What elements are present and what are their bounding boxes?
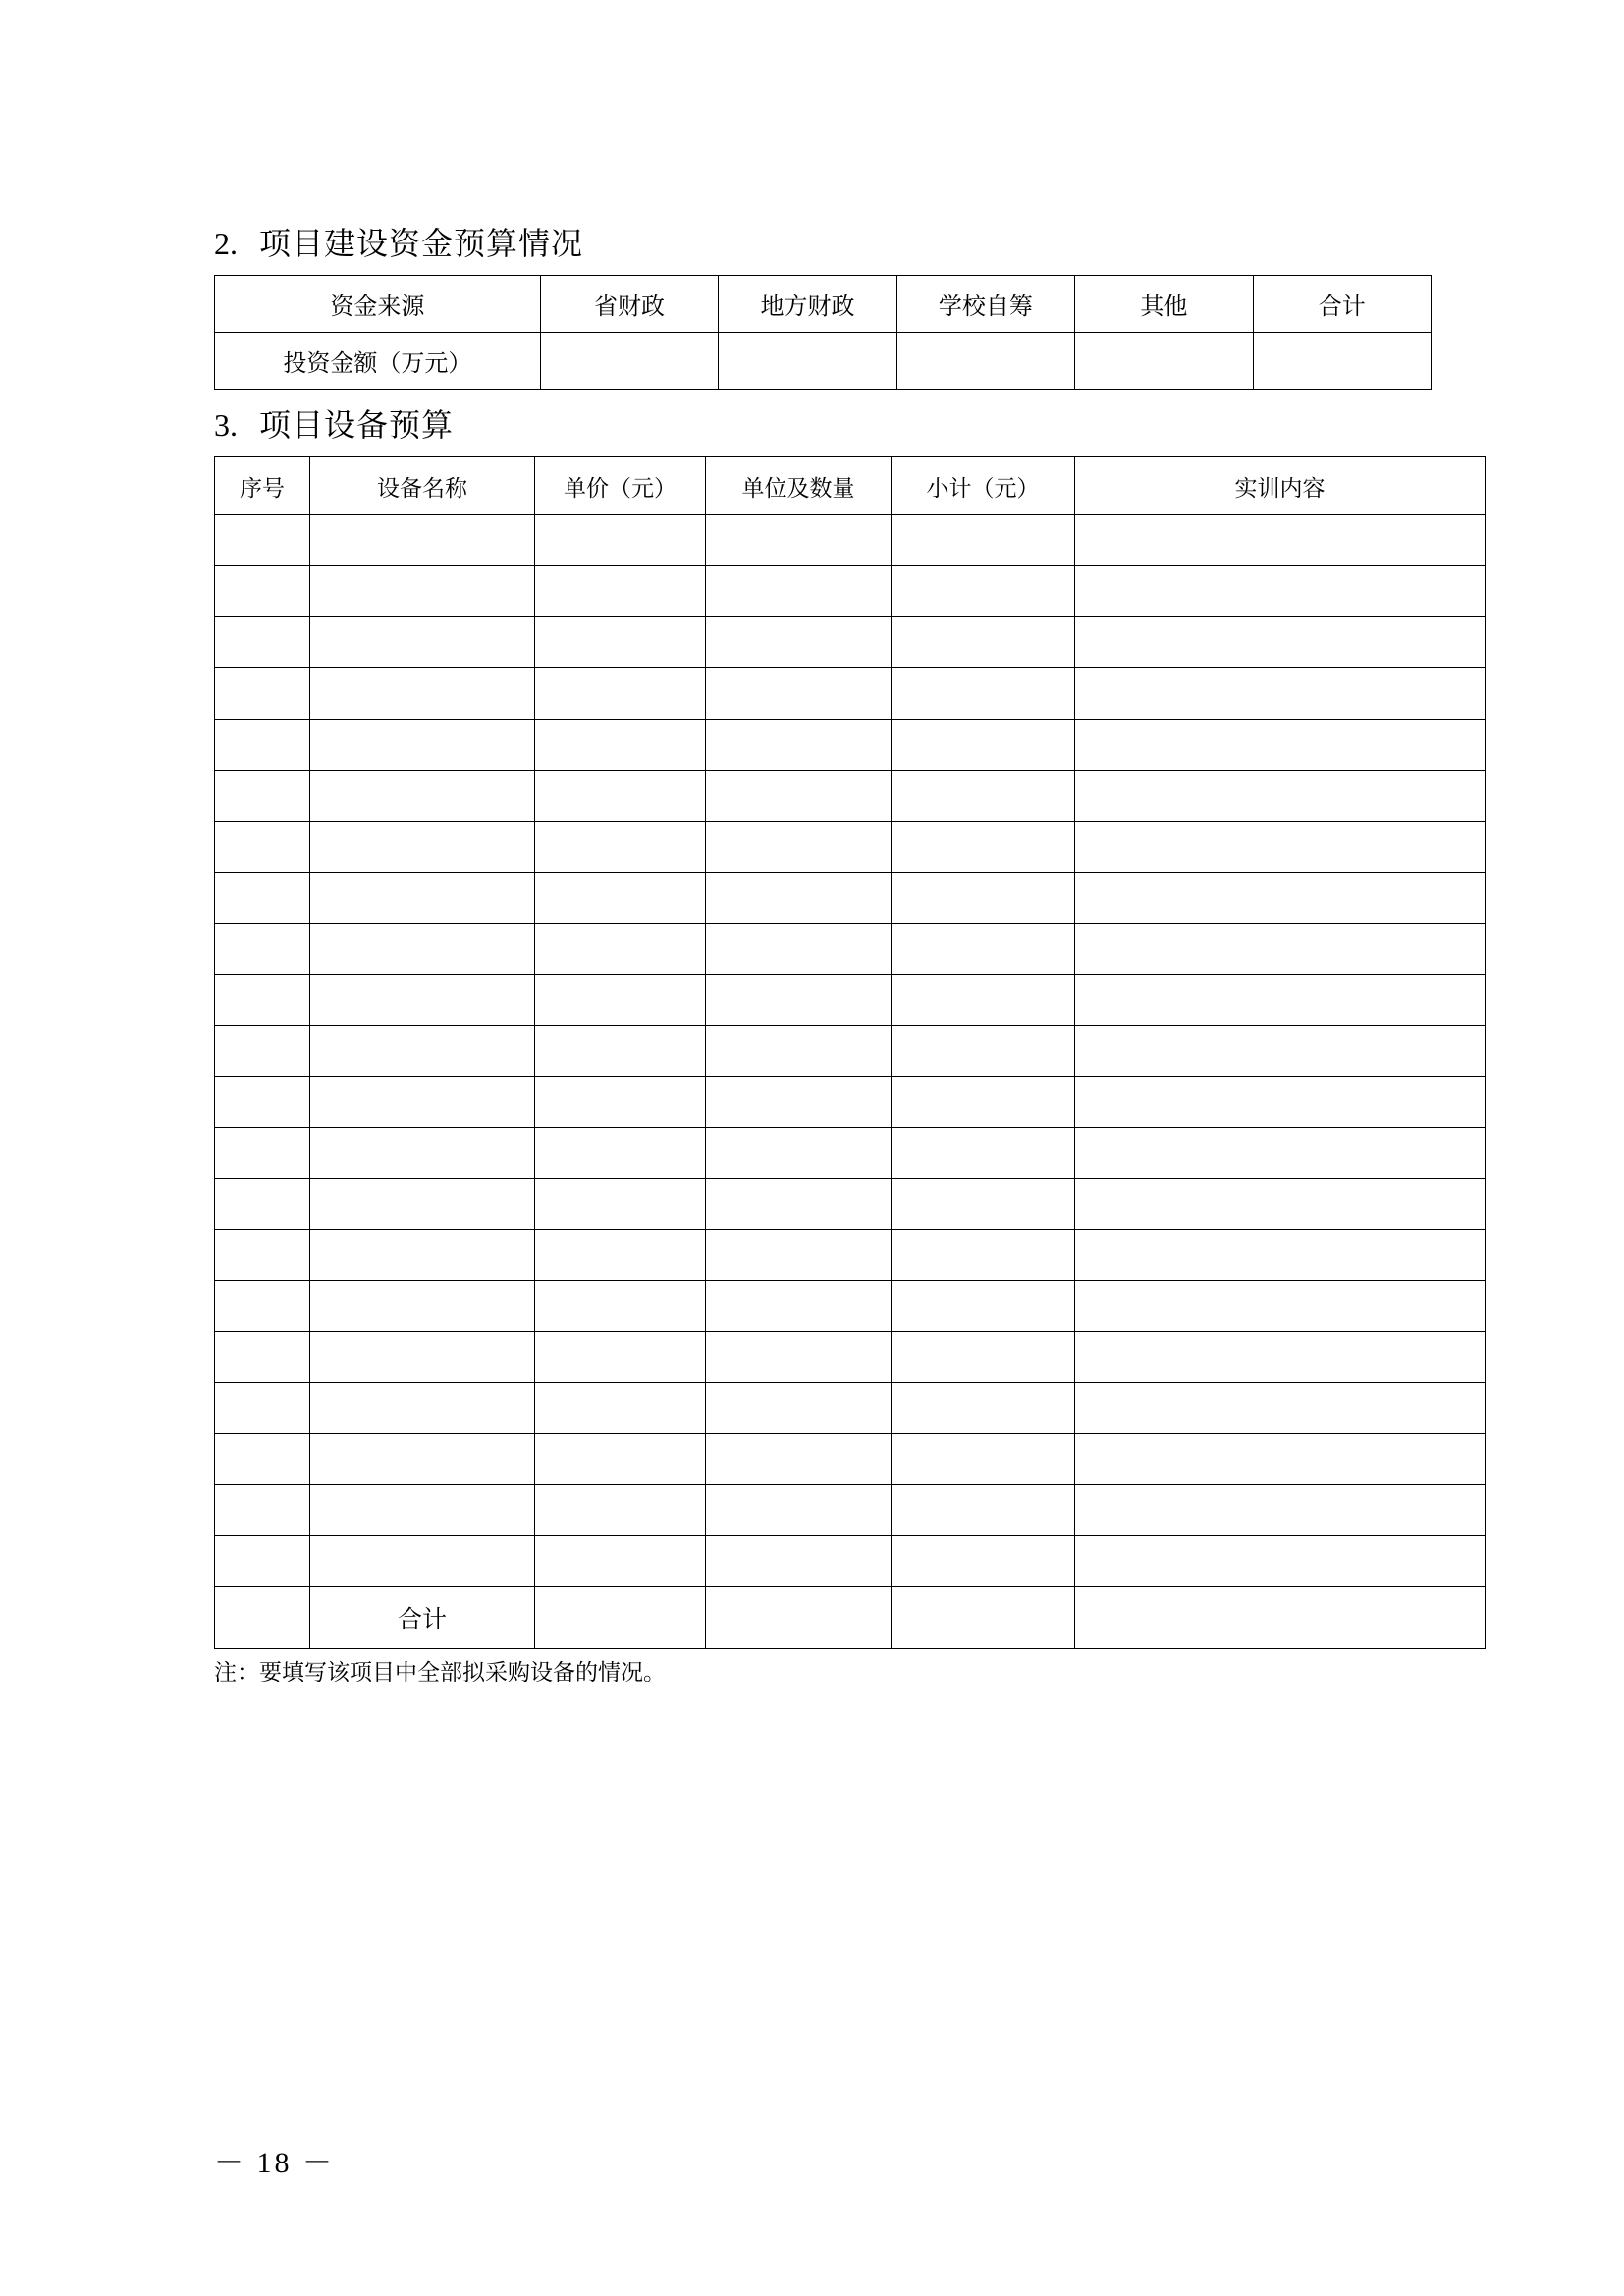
table-row [215,1281,1486,1332]
cell-training-content[interactable] [1075,1230,1486,1281]
total-unit-price-cell[interactable] [535,1587,706,1649]
funding-amount-provincial[interactable] [540,333,718,390]
cell-unit-quantity[interactable] [706,1026,892,1077]
cell-unit-quantity[interactable] [706,771,892,822]
cell-subtotal[interactable] [892,975,1075,1026]
cell-unit-quantity[interactable] [706,617,892,668]
header-unit-price: 单价（元） [535,457,706,515]
cell-subtotal[interactable] [892,1485,1075,1536]
cell-subtotal[interactable] [892,1026,1075,1077]
cell-unit-quantity[interactable] [706,1536,892,1587]
equipment-total-row [215,1587,1486,1649]
table-note: 注：要填写该项目中全部拟采购设备的情况。 [214,1660,666,1684]
cell-unit-quantity[interactable] [706,1383,892,1434]
funding-budget-table [214,275,1432,390]
cell-training-content[interactable] [1075,1332,1486,1383]
cell-equipment-name[interactable] [310,771,535,822]
table-row [215,924,1486,975]
section-number: 3. [214,407,238,443]
section-number: 2. [214,226,238,261]
cell-training-content[interactable] [1075,1026,1486,1077]
cell-index[interactable] [215,1383,310,1434]
cell-unit-quantity[interactable] [706,924,892,975]
section-title: 项目设备预算 [259,407,455,443]
cell-index[interactable] [215,1128,310,1179]
equipment-budget-table [214,456,1486,1649]
cell-subtotal[interactable] [892,822,1075,873]
funding-col-other: 其他 [1075,276,1253,333]
cell-unit-price[interactable] [535,873,706,924]
cell-training-content[interactable] [1075,771,1486,822]
cell-unit-quantity[interactable] [706,1230,892,1281]
table-row [215,1332,1486,1383]
cell-index[interactable] [215,1485,310,1536]
cell-equipment-name[interactable] [310,1434,535,1485]
cell-unit-price[interactable] [535,822,706,873]
cell-subtotal[interactable] [892,1230,1075,1281]
table-row [215,333,1432,390]
cell-unit-price[interactable] [535,975,706,1026]
table-row [215,873,1486,924]
cell-training-content[interactable] [1075,1128,1486,1179]
funding-col-provincial: 省财政 [540,276,718,333]
cell-index[interactable] [215,566,310,617]
cell-index[interactable] [215,1230,310,1281]
table-row [215,617,1486,668]
cell-subtotal[interactable] [892,1077,1075,1128]
cell-unit-quantity[interactable] [706,873,892,924]
table-row [215,1434,1486,1485]
cell-index[interactable] [215,975,310,1026]
cell-training-content[interactable] [1075,1383,1486,1434]
cell-unit-price[interactable] [535,1536,706,1587]
equipment-table-body [215,515,1486,1587]
cell-equipment-name[interactable] [310,1281,535,1332]
total-subtotal-cell[interactable] [892,1587,1075,1649]
cell-subtotal[interactable] [892,1179,1075,1230]
cell-subtotal[interactable] [892,1536,1075,1587]
cell-subtotal[interactable] [892,720,1075,771]
table-header-row [215,457,1486,515]
cell-subtotal[interactable] [892,515,1075,566]
cell-equipment-name[interactable] [310,822,535,873]
cell-training-content[interactable] [1075,1077,1486,1128]
cell-equipment-name[interactable] [310,1536,535,1587]
cell-unit-price[interactable] [535,1077,706,1128]
cell-index[interactable] [215,1536,310,1587]
cell-training-content[interactable] [1075,617,1486,668]
cell-index[interactable] [215,1077,310,1128]
cell-subtotal[interactable] [892,617,1075,668]
funding-amount-local[interactable] [719,333,896,390]
cell-unit-quantity[interactable] [706,1434,892,1485]
cell-equipment-name[interactable] [310,1077,535,1128]
cell-unit-price[interactable] [535,771,706,822]
cell-training-content[interactable] [1075,1281,1486,1332]
table-row [215,1485,1486,1536]
cell-unit-price[interactable] [535,1434,706,1485]
table-row [215,1536,1486,1587]
cell-unit-price[interactable] [535,720,706,771]
cell-unit-price[interactable] [535,1026,706,1077]
cell-training-content[interactable] [1075,975,1486,1026]
cell-subtotal[interactable] [892,924,1075,975]
cell-unit-quantity[interactable] [706,822,892,873]
cell-index[interactable] [215,1434,310,1485]
funding-col-school: 学校自筹 [896,276,1074,333]
funding-amount-total[interactable] [1253,333,1431,390]
table-row [215,1026,1486,1077]
cell-subtotal[interactable] [892,1434,1075,1485]
cell-unit-quantity[interactable] [706,1281,892,1332]
cell-subtotal[interactable] [892,1383,1075,1434]
cell-unit-quantity[interactable] [706,566,892,617]
cell-equipment-name[interactable] [310,1230,535,1281]
cell-training-content[interactable] [1075,1485,1486,1536]
cell-index[interactable] [215,1281,310,1332]
table-row [215,1128,1486,1179]
cell-training-content[interactable] [1075,822,1486,873]
table-row [215,975,1486,1026]
cell-equipment-name[interactable] [310,1485,535,1536]
cell-equipment-name[interactable] [310,975,535,1026]
cell-equipment-name[interactable] [310,720,535,771]
cell-equipment-name[interactable] [310,668,535,720]
cell-subtotal[interactable] [892,1128,1075,1179]
table-row [215,720,1486,771]
cell-subtotal[interactable] [892,1281,1075,1332]
cell-index[interactable] [215,873,310,924]
cell-equipment-name[interactable] [310,1179,535,1230]
cell-training-content[interactable] [1075,668,1486,720]
header-unit-quantity: 单位及数量 [706,457,892,515]
funding-amount-school[interactable] [896,333,1074,390]
cell-training-content[interactable] [1075,1536,1486,1587]
cell-unit-price[interactable] [535,1128,706,1179]
cell-index[interactable] [215,1332,310,1383]
cell-unit-quantity[interactable] [706,1128,892,1179]
cell-unit-quantity[interactable] [706,720,892,771]
section-heading-funding [214,224,1432,263]
table-row [215,566,1486,617]
cell-index[interactable] [215,924,310,975]
table-row [215,276,1432,333]
funding-col-total: 合计 [1253,276,1431,333]
section-title: 项目建设资金预算情况 [259,226,584,261]
cell-unit-price[interactable] [535,1179,706,1230]
header-training-content: 实训内容 [1075,457,1486,515]
total-unit-quantity-cell[interactable] [706,1587,892,1649]
cell-unit-price[interactable] [535,1230,706,1281]
cell-unit-price[interactable] [535,668,706,720]
cell-index[interactable] [215,822,310,873]
cell-unit-quantity[interactable] [706,1485,892,1536]
cell-equipment-name[interactable] [310,1383,535,1434]
section-heading-equipment [214,405,1432,445]
cell-unit-price[interactable] [535,566,706,617]
cell-subtotal[interactable] [892,1332,1075,1383]
table-row [215,1077,1486,1128]
cell-unit-price[interactable] [535,1485,706,1536]
cell-unit-quantity[interactable] [706,1332,892,1383]
total-training-content-cell[interactable] [1075,1587,1486,1649]
total-label: 合计 [310,1587,535,1649]
cell-index[interactable] [215,1026,310,1077]
total-index-cell[interactable] [215,1587,310,1649]
cell-equipment-name[interactable] [310,873,535,924]
cell-index[interactable] [215,1179,310,1230]
table-row [215,668,1486,720]
cell-unit-price[interactable] [535,515,706,566]
cell-training-content[interactable] [1075,1179,1486,1230]
cell-equipment-name[interactable] [310,1332,535,1383]
cell-unit-price[interactable] [535,1281,706,1332]
page-number: － 18 － [214,2147,335,2179]
table-row [215,515,1486,566]
cell-unit-price[interactable] [535,1383,706,1434]
table-row [215,771,1486,822]
cell-training-content[interactable] [1075,720,1486,771]
cell-training-content[interactable] [1075,515,1486,566]
header-equipment-name: 设备名称 [310,457,535,515]
cell-training-content[interactable] [1075,566,1486,617]
cell-subtotal[interactable] [892,566,1075,617]
cell-equipment-name[interactable] [310,924,535,975]
cell-index[interactable] [215,668,310,720]
funding-col-local: 地方财政 [719,276,896,333]
cell-equipment-name[interactable] [310,1026,535,1077]
cell-training-content[interactable] [1075,1434,1486,1485]
header-index: 序号 [215,457,310,515]
cell-subtotal[interactable] [892,668,1075,720]
table-row [215,1230,1486,1281]
cell-index[interactable] [215,617,310,668]
cell-index[interactable] [215,771,310,822]
cell-equipment-name[interactable] [310,515,535,566]
funding-source-label: 资金来源 [215,276,541,333]
page-content [214,224,1432,1688]
cell-training-content[interactable] [1075,924,1486,975]
table-row [215,1179,1486,1230]
cell-unit-price[interactable] [535,617,706,668]
cell-unit-price[interactable] [535,924,706,975]
cell-equipment-name[interactable] [310,617,535,668]
cell-equipment-name[interactable] [310,1128,535,1179]
cell-subtotal[interactable] [892,873,1075,924]
cell-unit-quantity[interactable] [706,975,892,1026]
cell-equipment-name[interactable] [310,566,535,617]
cell-unit-quantity[interactable] [706,1179,892,1230]
header-subtotal: 小计（元） [892,457,1075,515]
cell-index[interactable] [215,515,310,566]
cell-training-content[interactable] [1075,873,1486,924]
table-row [215,1383,1486,1434]
funding-amount-label: 投资金额（万元） [215,333,541,390]
cell-unit-quantity[interactable] [706,1077,892,1128]
cell-unit-quantity[interactable] [706,515,892,566]
cell-subtotal[interactable] [892,771,1075,822]
cell-index[interactable] [215,720,310,771]
cell-unit-price[interactable] [535,1332,706,1383]
cell-unit-quantity[interactable] [706,668,892,720]
table-row [215,822,1486,873]
funding-amount-other[interactable] [1075,333,1253,390]
